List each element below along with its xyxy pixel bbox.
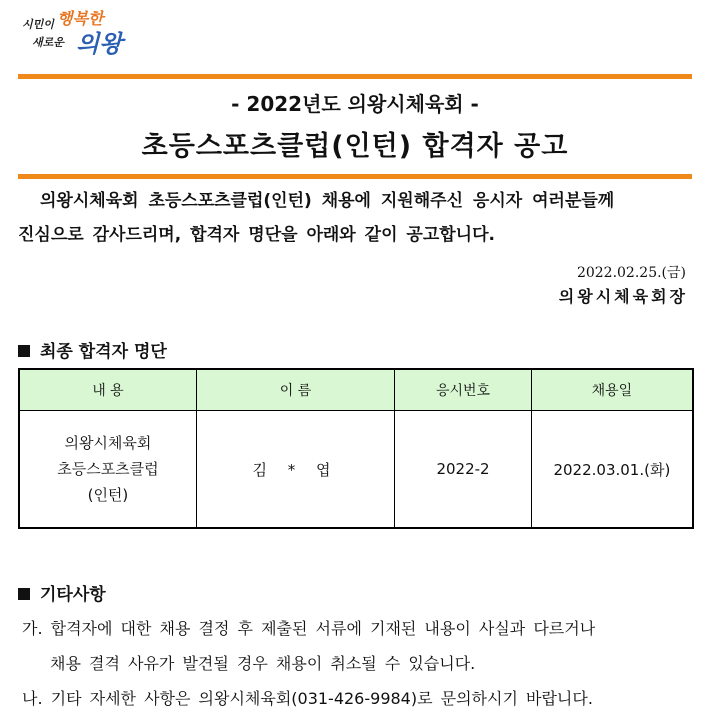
- section-heading-text: 최종 합격자 명단: [40, 342, 167, 362]
- page-title: 초등스포츠클럽(인턴) 합격자 공고: [141, 131, 569, 162]
- table-header-row: [19, 369, 693, 411]
- section-heading-text: 기타사항: [40, 585, 106, 605]
- top-divider: [18, 74, 692, 79]
- cell-content-line: 초등스포츠클럽: [57, 460, 159, 478]
- cell-content-line: (인턴): [87, 486, 129, 504]
- cell-number: 2022-2: [395, 411, 532, 529]
- cell-name: 김 * 엽: [196, 411, 394, 529]
- page-title-year: - 2022년도 의왕시체육회 -: [231, 92, 479, 116]
- intro-line-2: 진심으로 감사드리며, 합격자 명단을 아래와 같이 공고합니다.: [18, 225, 495, 245]
- section-heading-final: [18, 337, 167, 362]
- issuer-signature: 의왕시체육회장: [558, 287, 688, 306]
- col-header-name: 이 름: [196, 369, 394, 411]
- result-table: [18, 368, 694, 529]
- note-item-1: 가. 합격자에 대한 채용 결정 후 제출된 서류에 기재된 내용이 사실과 다르거나: [22, 619, 596, 638]
- section-heading-other: [18, 580, 106, 605]
- note-item-2: 나. 기타 자세한 사항은 의왕시체육회(031-426-9984)로 문의하시기 바랍니다.: [22, 689, 593, 708]
- cell-content: [19, 411, 196, 529]
- bullet-square-icon: [18, 588, 30, 600]
- announcement-date: 2022.02.25.(금): [576, 265, 686, 281]
- logo-text-highlight: 행복한: [57, 9, 104, 28]
- col-header-date: 채용일: [531, 369, 693, 411]
- bullet-square-icon: [18, 345, 30, 357]
- note-item-1-continued: 채용 결격 사유가 발견될 경우 채용이 취소될 수 있습니다.: [50, 654, 476, 673]
- col-header-number: 응시번호: [395, 369, 532, 411]
- col-header-content: 내 용: [19, 369, 196, 411]
- logo-city-name: 의왕: [76, 30, 123, 58]
- city-logo: [14, 4, 134, 56]
- logo-text-line1: 시민이: [22, 18, 54, 31]
- cell-content-line: 의왕시체육회: [64, 434, 152, 452]
- table-row: [19, 411, 693, 529]
- cell-date: 2022.03.01.(화): [531, 411, 693, 529]
- intro-line-1: 의왕시체육회 초등스포츠클럽(인턴) 채용에 지원해주신 응시자 여러분들께: [40, 191, 615, 211]
- title-divider: [18, 174, 692, 179]
- logo-text-line2: 새로운: [32, 36, 64, 49]
